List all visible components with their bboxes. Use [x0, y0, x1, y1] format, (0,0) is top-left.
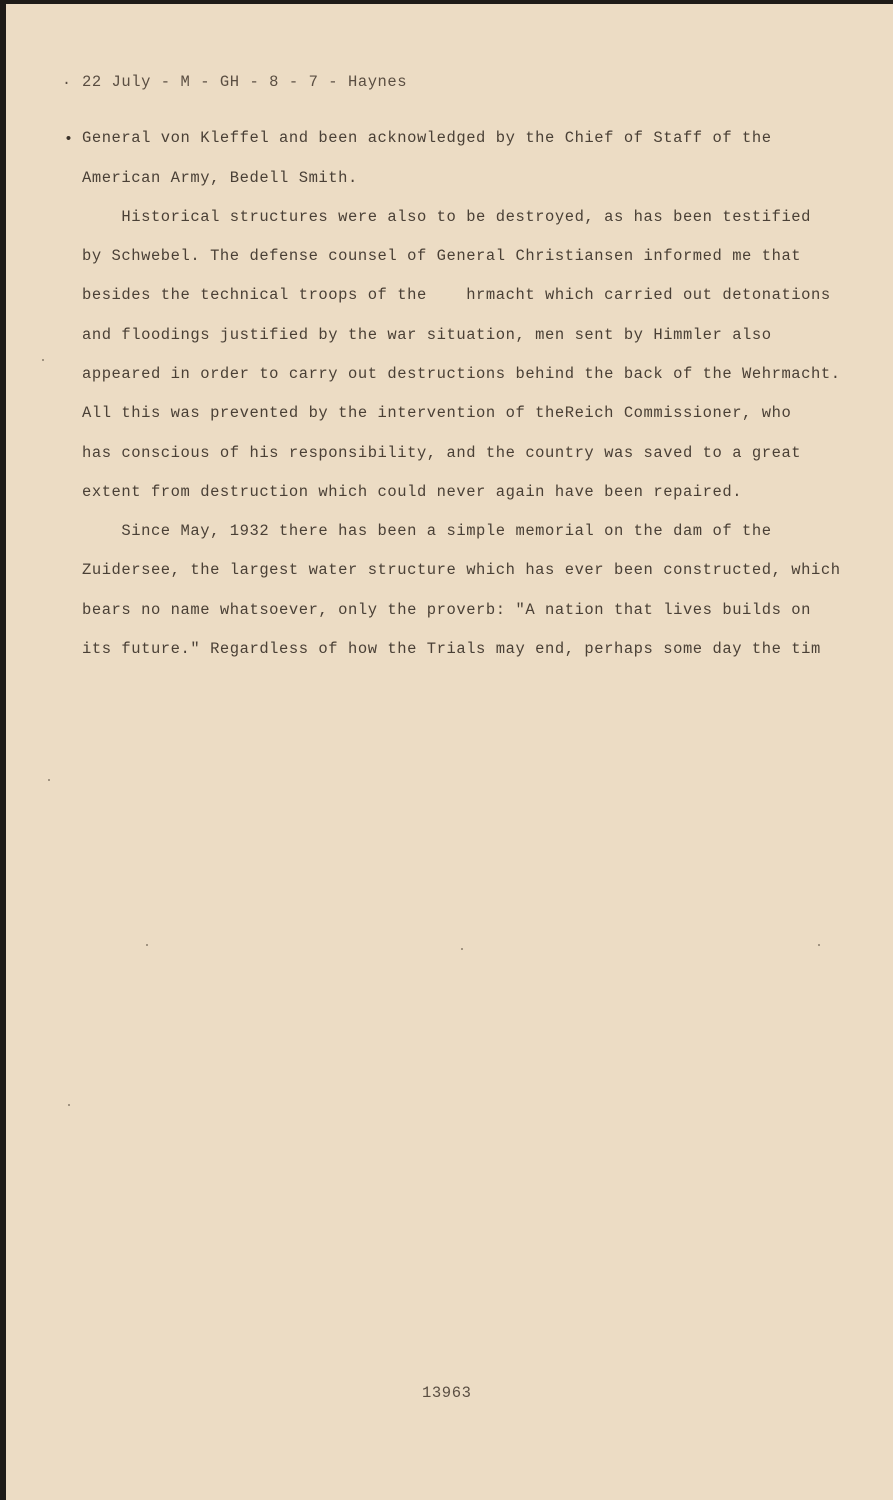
paper-speck [146, 944, 148, 946]
body-line: has conscious of his responsibility, and the country was saved to a great [82, 444, 802, 462]
body-line: and floodings justified by the war situation, men sent by Himmler also [82, 326, 772, 344]
page-number: 13963 [422, 1384, 472, 1402]
paper-speck [42, 359, 44, 361]
paper-speck [461, 948, 463, 950]
body-line: besides the technical troops of the hrmacht which carried out detonations [82, 286, 831, 304]
body-line: Zuidersee, the largest water structure which has ever been constructed, which [82, 561, 841, 579]
body-line: its future." Regardless of how the Trials may end, perhaps some day the tim [82, 640, 821, 658]
paper-speck [68, 1104, 70, 1106]
page-header: 22 July - M - GH - 8 - 7 - Haynes [82, 73, 408, 91]
paragraph-marker: • [64, 131, 74, 148]
body-line: American Army, Bedell Smith. [82, 169, 358, 187]
body-line: General von Kleffel and been acknowledged by the Chief of Staff of the [82, 129, 772, 147]
body-line: appeared in order to carry out destructions behind the back of the Wehrmacht. [82, 365, 841, 383]
document-page [6, 4, 893, 1500]
body-line: All this was prevented by the intervention of theReich Commissioner, who [82, 404, 792, 422]
body-line: extent from destruction which could never again have been repaired. [82, 483, 743, 501]
paper-speck [48, 779, 50, 781]
body-line: Since May, 1932 there has been a simple memorial on the dam of the [82, 522, 772, 540]
body-line: Historical structures were also to be destroyed, as has been testified [82, 208, 812, 226]
body-line: bears no name whatsoever, only the proverb: "A nation that lives builds on [82, 601, 812, 619]
paper-speck [818, 944, 820, 946]
header-marker: . [62, 72, 72, 89]
body-line: by Schwebel. The defense counsel of General Christiansen informed me that [82, 247, 802, 265]
